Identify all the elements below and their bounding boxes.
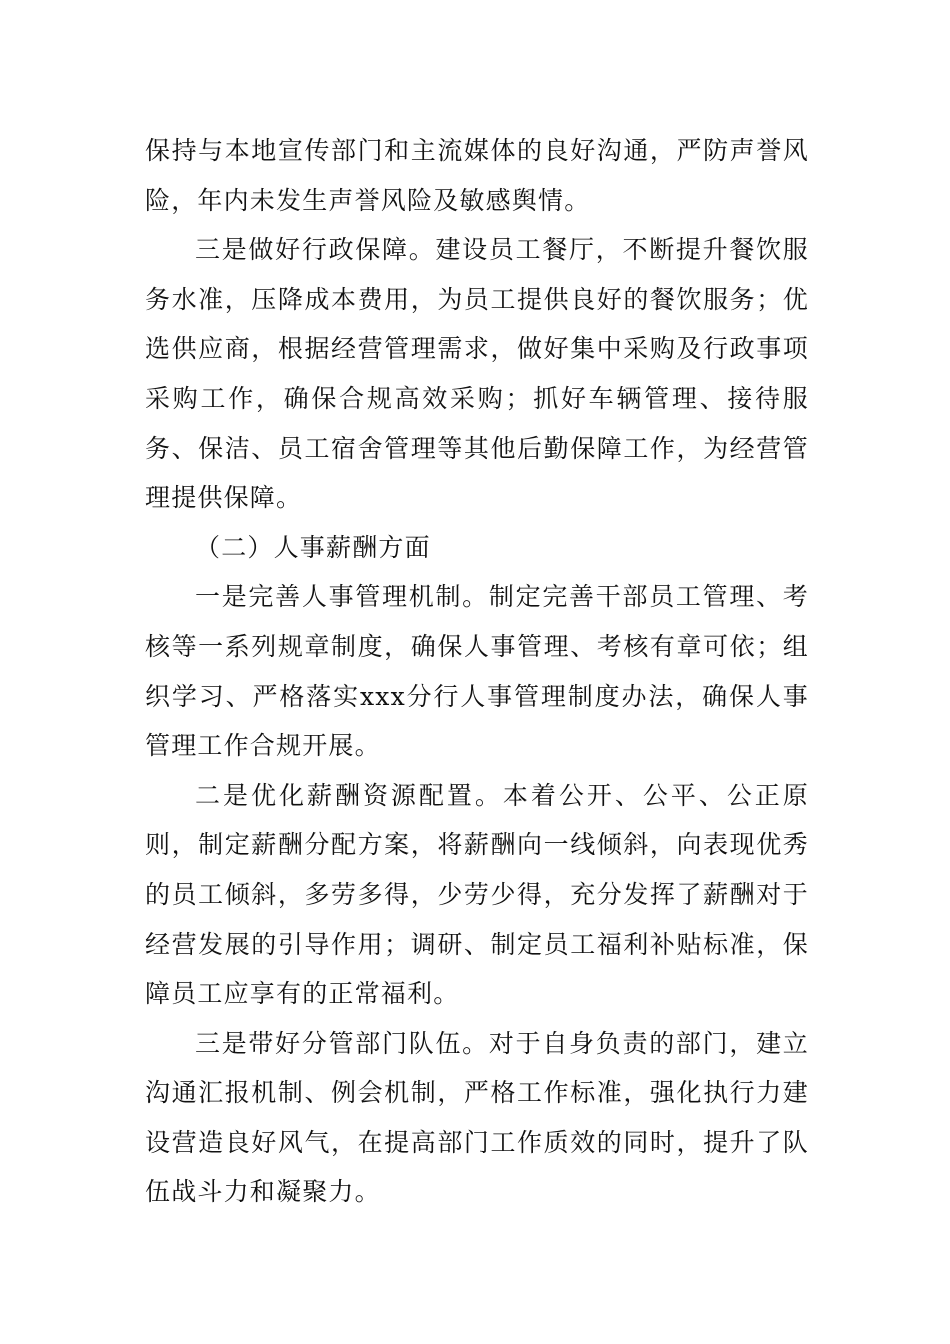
paragraph-team-leadership: 三是带好分管部门队伍。对于自身负责的部门，建立沟通汇报机制、例会机制，严格工作标准，强化执行力建设营造良好风气，在提高部门工作质效的同时，提升了队伍战斗力和凝聚力。 bbox=[145, 1028, 809, 1207]
paragraph-administrative-support: 三是做好行政保障。建设员工餐厅，不断提升餐饮服务水准，压降成本费用，为员工提供良好的餐饮服务；优选供应商，根据经营管理需求，做好集中采购及行政事项采购工作，确保合规高效采购；抓好车辆管理、接待服务、保洁、员工宿舍管理等其他后勤保障工作，为经营管理提供保障。 bbox=[145, 235, 809, 513]
paragraph-compensation-allocation: 二是优化薪酬资源配置。本着公开、公平、公正原则，制定薪酬分配方案，将薪酬向一线倾斜，向表现优秀的员工倾斜，多劳多得，少劳少得，充分发挥了薪酬对于经营发展的引导作用；调研、制定员工福利补贴标准，保障员工应享有的正常福利。 bbox=[145, 780, 809, 1009]
paragraph-continuation: 保持与本地宣传部门和主流媒体的良好沟通，严防声誉风险，年内未发生声誉风险及敏感舆情。 bbox=[145, 136, 809, 215]
document-body bbox=[145, 126, 809, 1217]
paragraph-personnel-mechanism: 一是完善人事管理机制。制定完善干部员工管理、考核等一系列规章制度，确保人事管理、考核有章可依；组织学习、严格落实xxx分行人事管理制度办法，确保人事管理工作合规开展。 bbox=[145, 582, 809, 761]
section-heading-personnel-compensation: （二）人事薪酬方面 bbox=[195, 532, 431, 562]
